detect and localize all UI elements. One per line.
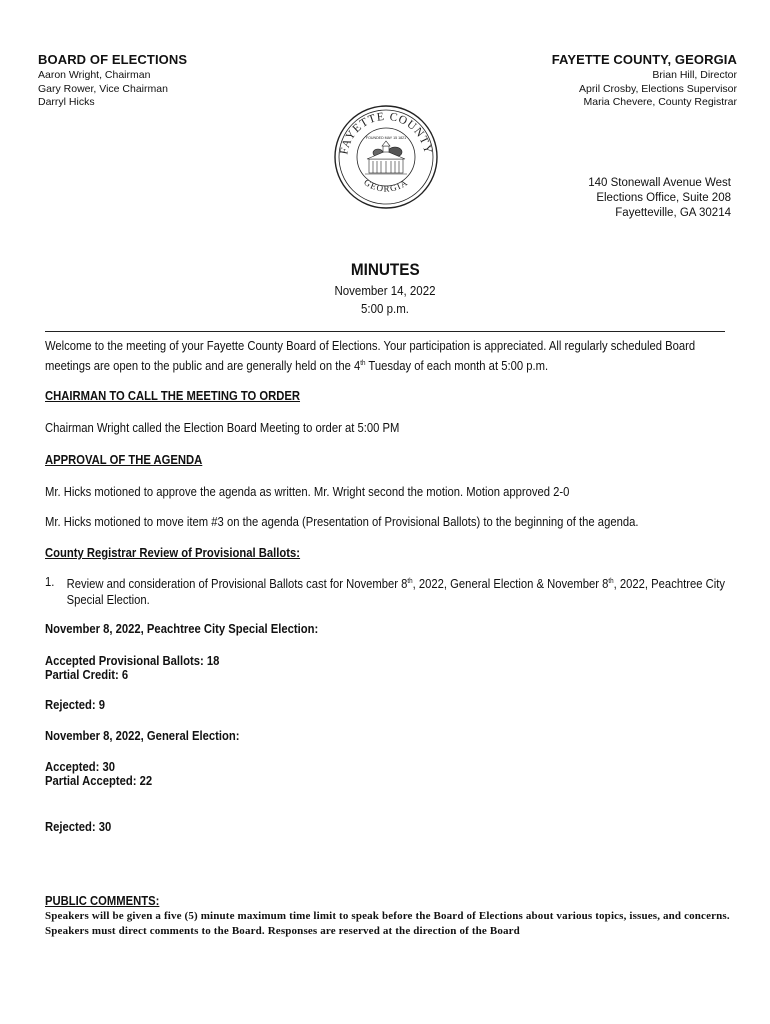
intro-paragraph: Welcome to the meeting of your Fayette County Board of Elections. Your participation is appreciated. All regularly scheduled Board meetings are open to the public and are generally held on the 4th Tuesday of each month at 5:00 p.m.: [45, 339, 696, 374]
svg-text:GEORGIA: [362, 177, 410, 194]
address-line: Elections Office, Suite 208: [596, 192, 731, 204]
staff-supervisor: April Crosby, Elections Supervisor: [579, 82, 737, 95]
staff-registrar: Maria Chevere, County Registrar: [583, 96, 737, 108]
general-election-heading: November 8, 2022, General Election:: [45, 729, 240, 744]
county-seal-icon: [333, 104, 439, 210]
page-title: MINUTES: [350, 260, 420, 279]
board-header: [38, 52, 187, 110]
meeting-time: 5:00 p.m.: [361, 302, 409, 316]
seal-top-text: FAYETTE COUNTY: [338, 110, 434, 156]
general-partial-accepted: Partial Accepted: 22: [45, 774, 153, 789]
board-member-chairman: Aaron Wright, Chairman: [38, 69, 151, 81]
courthouse-icon: [365, 141, 407, 174]
seal-bottom-text: GEORGIA: [362, 177, 410, 194]
general-rejected: Rejected: 30: [45, 820, 112, 835]
county-header: [552, 52, 737, 110]
address-line: Fayetteville, GA 30214: [615, 207, 731, 219]
ptc-accepted: Accepted Provisional Ballots: 18: [45, 654, 220, 669]
list-item-text: Review and consideration of Provisional Ballots cast for November 8th, 2022, General Election & November 8th, 2022, Peachtree City Special Election.: [66, 577, 725, 608]
office-address: [588, 176, 731, 221]
address-line: 140 Stonewall Avenue West: [588, 177, 731, 189]
board-member: Darryl Hicks: [38, 96, 95, 108]
meeting-date: November 14, 2022: [334, 284, 436, 298]
call-to-order-heading: CHAIRMAN TO CALL THE MEETING TO ORDER: [45, 389, 301, 404]
public-comments-heading: PUBLIC COMMENTS:: [45, 894, 160, 908]
seal-founded-text: FOUNDED MAY 15 1821: [365, 136, 407, 140]
ptc-election-heading: November 8, 2022, Peachtree City Special Election:: [45, 622, 319, 637]
ptc-rejected: Rejected: 9: [45, 698, 106, 713]
meeting-title-block: [0, 260, 770, 318]
public-comments-section: [45, 892, 735, 939]
call-to-order-text: Chairman Wright called the Election Board Meeting to order at 5:00 PM: [45, 421, 400, 436]
public-comments-text: Speakers will be given a five (5) minute maximum time limit to speak before the Board of Elections about various topics, issues, and concerns. Speakers must direct comments to the Board. Responses are reserved at the direction of the Board: [45, 910, 730, 937]
minutes-body: [45, 337, 730, 834]
staff-director: Brian Hill, Director: [652, 69, 737, 81]
county-title: FAYETTE COUNTY, GEORGIA: [551, 52, 737, 67]
agenda-heading: APPROVAL OF THE AGENDA: [45, 453, 203, 468]
board-member-vice-chairman: Gary Rower, Vice Chairman: [38, 82, 168, 95]
list-item: [45, 574, 730, 608]
board-title: BOARD OF ELECTIONS: [38, 52, 188, 67]
agenda-motion-1: Mr. Hicks motioned to approve the agenda as written. Mr. Wright second the motion. Motion approved 2-0: [45, 485, 570, 500]
ptc-partial-credit: Partial Credit: 6: [45, 668, 129, 683]
list-item-number: 1.: [45, 575, 55, 590]
general-accepted: Accepted: 30: [45, 760, 116, 775]
title-divider: [45, 331, 725, 332]
agenda-motion-2: Mr. Hicks motioned to move item #3 on the agenda (Presentation of Provisional Ballots) to the beginning of the agenda.: [45, 515, 639, 530]
registrar-review-heading: County Registrar Review of Provisional Ballots:: [45, 546, 301, 561]
